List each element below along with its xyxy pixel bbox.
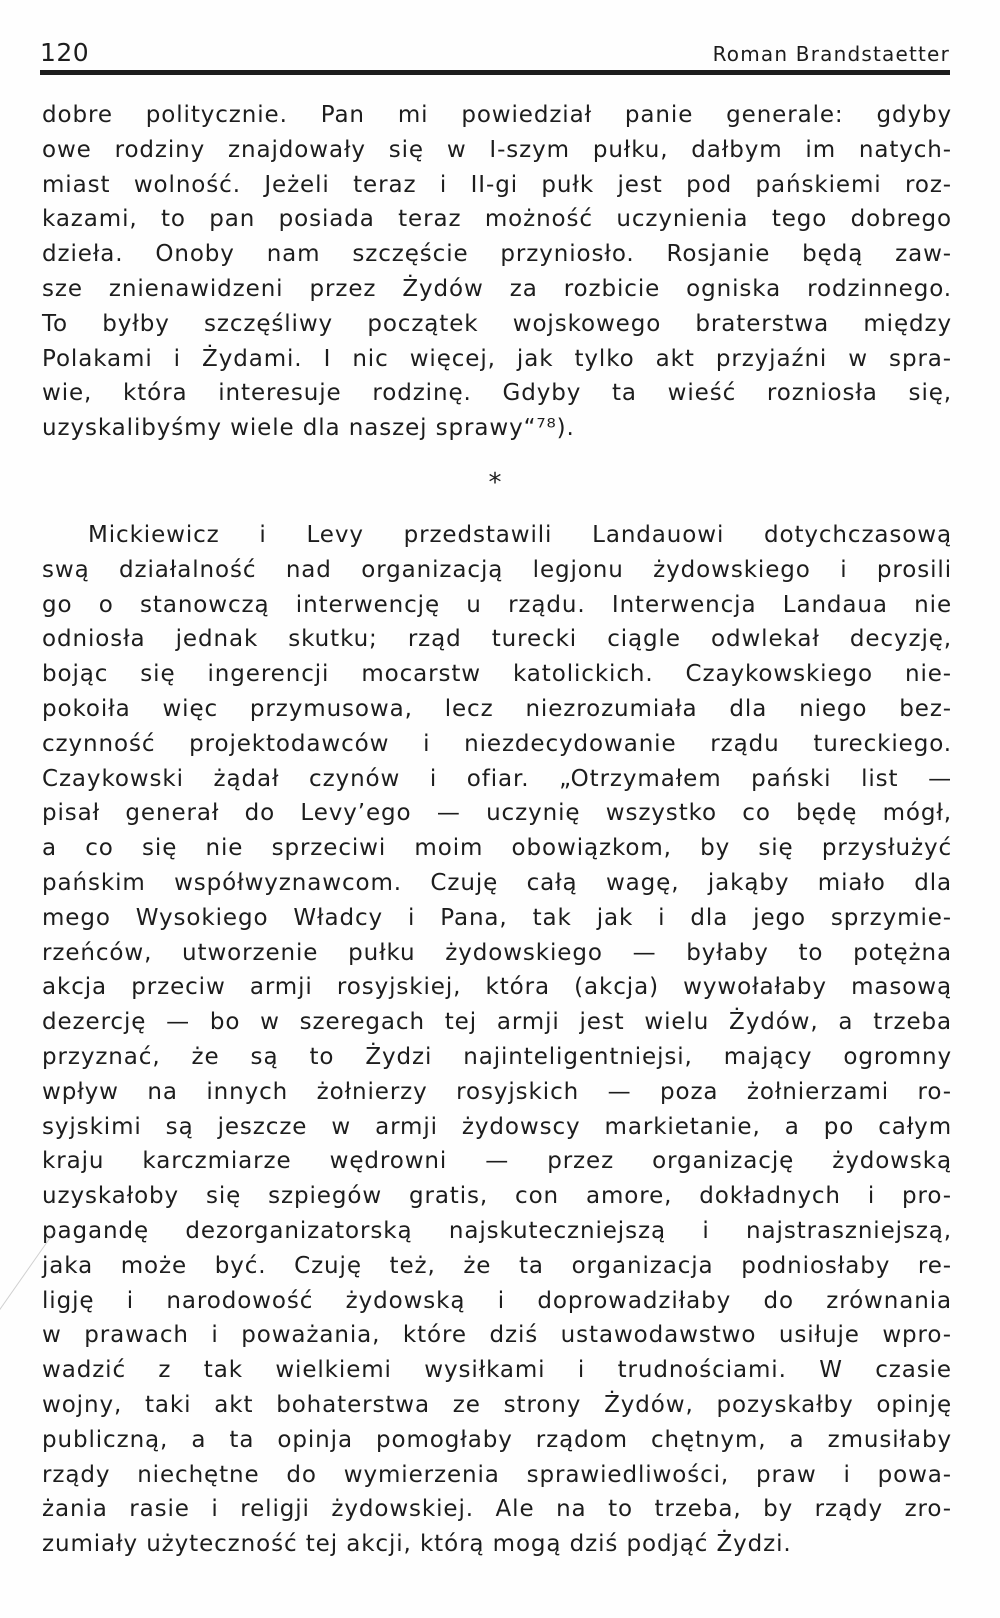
text-line: owe rodziny znajdowały się w I-szym pułku, dałbym im natych- [42,136,952,163]
text-line: miast wolność. Jeżeli teraz i II-gi pułk jest pod pańskiemi roz- [42,171,952,198]
text-line: akcja przeciw armji rosyjskiej, która (akcja) wywołałaby masową [42,974,952,1001]
page-number: 120 [40,38,90,67]
text-line: Polakami i Żydami. I nic więcej, jak tylko akt przyjaźni w spra- [42,345,952,372]
page-header [40,34,950,70]
text-line: Mickiewicz i Levy przedstawili Landauowi dotychczasową [88,522,952,548]
text-line: sze znienawidzeni przez Żydów za rozbicie ogniska rodzinnego. [42,275,952,302]
text-line: pańskim współwyznawcom. Czuję całą wagę, jakąby miało dla [42,869,952,896]
text-line: dzieła. Onoby nam szczęście przyniosło. Rosjanie będą zaw- [42,241,952,268]
text-line: bojąc się ingerencji mocarstw katolickich. Czaykowskiego nie- [42,661,952,688]
text-line: mego Wysokiego Władcy i Pana, tak jak i dla jego sprzymie- [42,904,952,931]
text-line: kraju karczmiarze wędrowni — przez organizację żydowską [42,1148,952,1175]
text-line: wadzić z tak wielkiemi wysiłkami i trudnościami. W czasie [42,1357,952,1384]
text-line: dezercję — bo w szeregach tej armji jest wielu Żydów, a trzeba [42,1009,952,1036]
text-line: odniosła jednak skutku; rząd turecki ciągle odwlekał decyzję, [42,626,952,653]
text-line: pokoiła więc przymusowa, lecz niezrozumiała dla niego bez- [42,695,952,722]
text-line: czynność projektodawców i niezdecydowanie rządu tureckiego. [42,730,952,757]
text-line: pisał generał do Levy’ego — uczynię wszystko co będę mógł, [42,800,952,827]
text-line: syjskimi są jeszcze w armji żydowscy markietanie, a po całym [42,1113,952,1140]
text-line: w prawach i poważania, które dziś ustawodawstwo usiłuje wpro- [42,1322,952,1349]
running-head: Roman Brandstaetter [712,42,950,66]
text-line: rzeńców, utworzenie pułku żydowskiego — byłaby to potężna [42,939,952,966]
header-rule [40,70,950,75]
text-line: zumiały użyteczność tej akcji, którą mogą dziś podjąć Żydzi. [42,1531,792,1558]
text-line: go o stanowczą interwencję u rządu. Interwencja Landaua nie [42,591,952,618]
text-line: a co się nie sprzeciwi moim obowiązkom, by się przysłużyć [42,835,952,862]
text-line: przyznać, że są to Żydzi najinteligentniejsi, mający ogromny [42,1043,952,1070]
text-line: kazami, to pan posiada teraz możność uczynienia tego dobrego [42,206,952,233]
text-line: Czaykowski żądał czynów i ofiar. „Otrzymałem pański list — [42,765,952,792]
text-line: rządy niechętne do wymierzenia sprawiedliwości, praw i powa- [42,1461,952,1488]
text-line: dobre politycznie. Pan mi powiedział panie generale: gdyby [42,102,952,128]
text-line: publiczną, a ta opinja pomogłaby rządom chętnym, a zmusiłaby [42,1426,952,1453]
text-line: ligję i narodowość żydowską i doprowadziłaby do zrównania [42,1287,952,1314]
text-line: wojny, taki akt bohaterstwa ze strony Żydów, pozyskałby opinję [42,1391,952,1418]
text-line: swą działalność nad organizacją legjonu żydowskiego i prosili [42,556,952,583]
text-line: wpływ na innych żołnierzy rosyjskich — poza żołnierzami ro- [42,1078,952,1105]
text-line: żania rasie i religji żydowskiej. Ale na to trzeba, by rządy zro- [42,1496,952,1523]
text-line: To byłby szczęśliwy początek wojskowego braterstwa między [42,310,952,337]
text-line: uzyskalibyśmy wiele dla naszej sprawy“⁷⁸). [42,415,575,442]
text-line: pagandę dezorganizatorską najskuteczniejszą i najstraszniejszą, [42,1217,952,1244]
text-line: jaka może być. Czuję też, że ta organizacja podniosłaby re- [42,1252,952,1279]
text-line: wie, która interesuje rodzinę. Gdyby ta wieść rozniosła się, [42,380,952,407]
paragraph-1 [42,98,952,446]
paragraph-2 [42,518,952,1562]
text-line: uzyskałoby się szpiegów gratis, con amore, dokładnych i pro- [42,1183,952,1210]
section-separator: * [488,468,502,498]
